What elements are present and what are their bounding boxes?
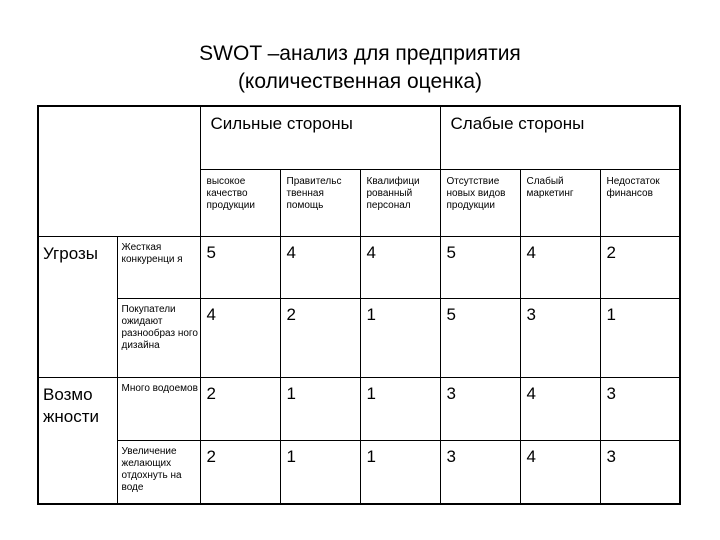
column-header: высокое качество продукции xyxy=(200,169,280,236)
slide-title xyxy=(0,40,720,96)
score-cell: 4 xyxy=(520,236,600,298)
column-header: Квалифици рованный персонал xyxy=(360,169,440,236)
strengths-header: Сильные стороны xyxy=(200,106,440,169)
threats-label: Угрозы xyxy=(38,236,117,377)
score-cell: 1 xyxy=(280,440,360,504)
score-cell: 1 xyxy=(280,377,360,440)
column-header: Слабый маркетинг xyxy=(520,169,600,236)
row-factor: Увеличение желающих отдохнуть на воде xyxy=(117,440,200,504)
score-cell: 5 xyxy=(200,236,280,298)
score-cell: 4 xyxy=(360,236,440,298)
score-cell: 4 xyxy=(280,236,360,298)
score-cell: 3 xyxy=(600,377,680,440)
score-cell: 4 xyxy=(200,298,280,377)
score-cell: 4 xyxy=(520,377,600,440)
row-factor: Много водоемов xyxy=(117,377,200,440)
swot-table xyxy=(37,105,681,505)
score-cell: 3 xyxy=(600,440,680,504)
score-cell: 2 xyxy=(200,440,280,504)
score-cell: 2 xyxy=(600,236,680,298)
column-header: Правительс твенная помощь xyxy=(280,169,360,236)
score-cell: 2 xyxy=(280,298,360,377)
score-cell: 3 xyxy=(440,377,520,440)
column-header: Отсутствие новых видов продукции xyxy=(440,169,520,236)
score-cell: 4 xyxy=(520,440,600,504)
corner-cell xyxy=(38,106,200,236)
column-header: Недостаток финансов xyxy=(600,169,680,236)
title-line-2: (количественная оценка) xyxy=(237,70,483,93)
score-cell: 2 xyxy=(200,377,280,440)
title-line-1: SWOT –анализ для предприятия xyxy=(199,42,521,65)
score-cell: 5 xyxy=(440,236,520,298)
score-cell: 1 xyxy=(360,377,440,440)
score-cell: 1 xyxy=(360,440,440,504)
score-cell: 5 xyxy=(440,298,520,377)
row-factor: Покупатели ожидают разнообраз ного дизайна xyxy=(117,298,200,377)
score-cell: 3 xyxy=(520,298,600,377)
score-cell: 3 xyxy=(440,440,520,504)
opportunities-label: Возмо жности xyxy=(38,377,117,504)
score-cell: 1 xyxy=(600,298,680,377)
row-factor: Жесткая конкуренци я xyxy=(117,236,200,298)
score-cell: 1 xyxy=(360,298,440,377)
weaknesses-header: Слабые стороны xyxy=(440,106,680,169)
